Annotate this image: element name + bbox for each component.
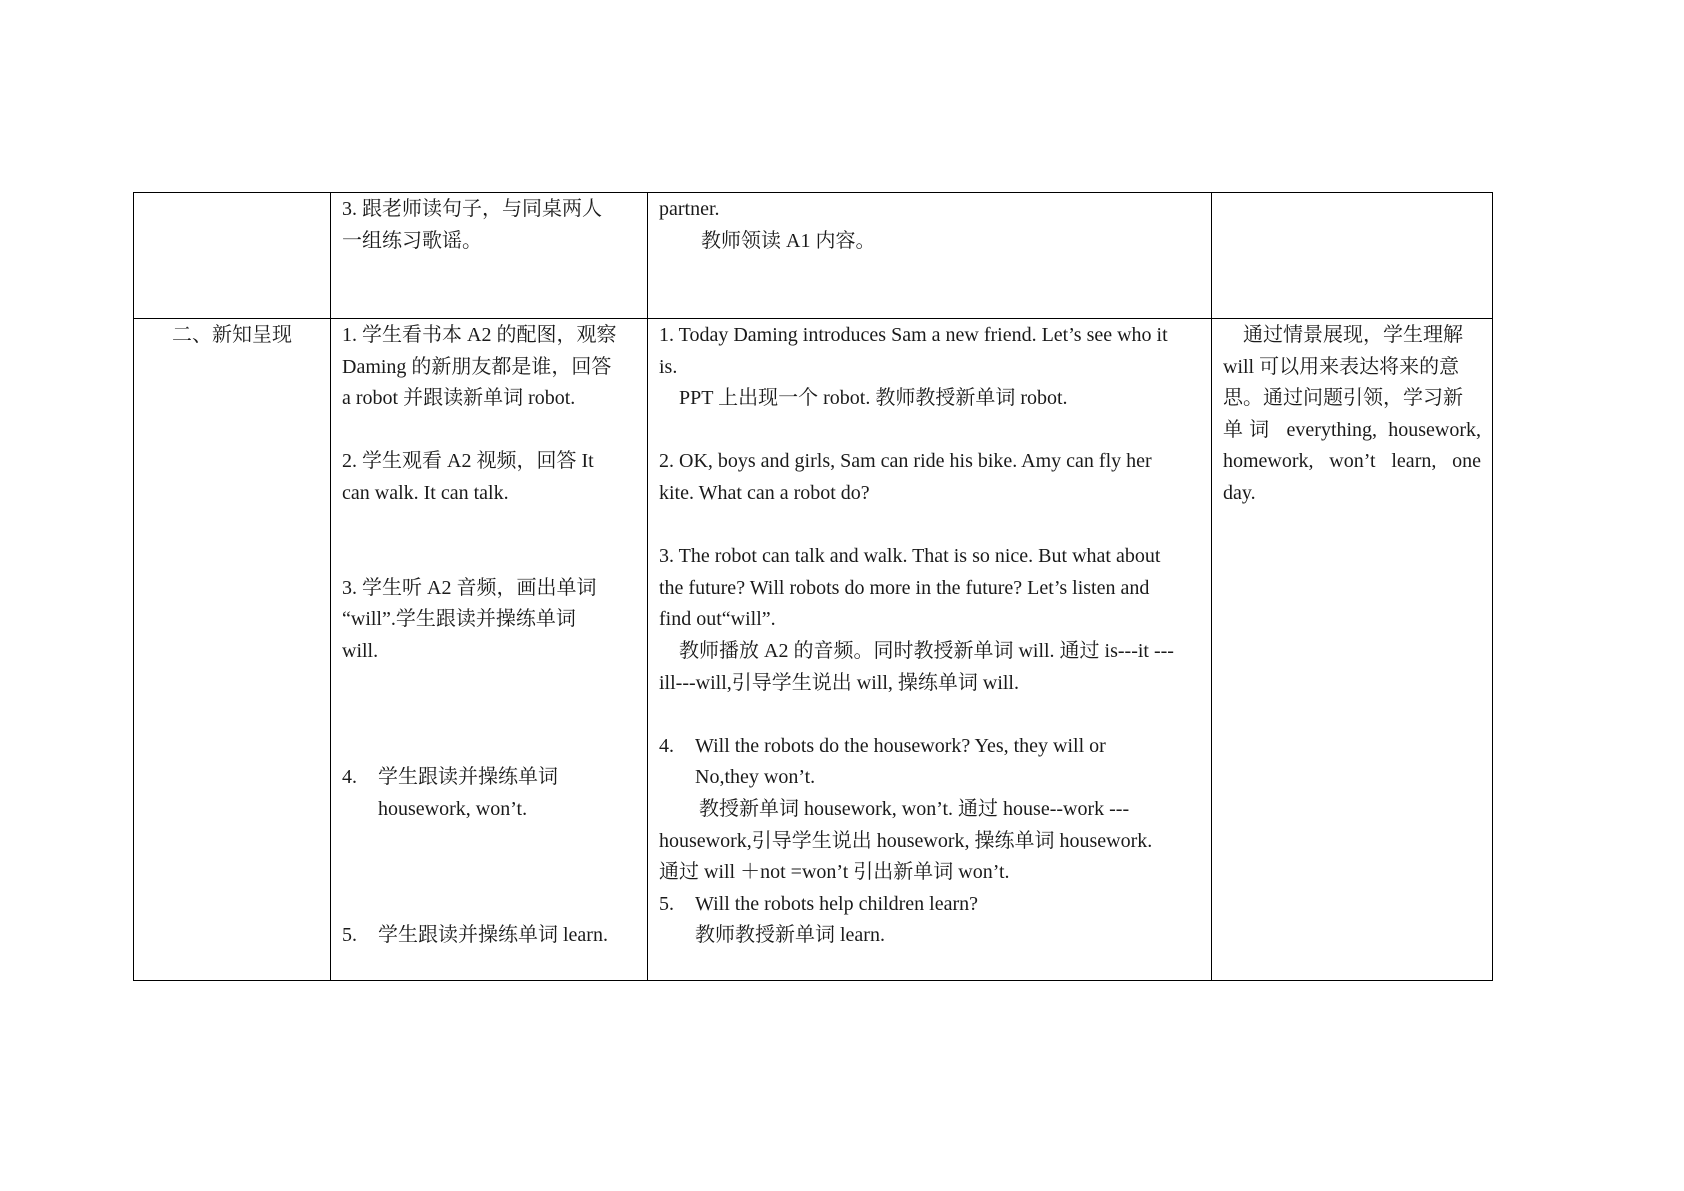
teacher-item-5-line: Will the robots help children learn? — [695, 892, 978, 915]
teacher-text-line: partner. — [659, 198, 720, 220]
teacher-item-4-note: 通过 will ＋not =won’t 引出新单词 won’t. — [659, 861, 1010, 884]
student-item-4-line: 学生跟读并操练单词 — [378, 766, 558, 789]
list-number: 4. — [659, 734, 674, 757]
purpose-line: 通过情景展现，学生理解 — [1243, 324, 1463, 346]
teacher-item-2-line: 2. OK, boys and girls, Sam can ride his bike. Amy can fly her — [659, 450, 1152, 473]
teacher-item-2-line: kite. What can a robot do? — [659, 481, 870, 504]
purpose-cell — [1212, 193, 1493, 319]
teacher-item-4 — [659, 731, 1200, 794]
student-text-line: 3. 跟老师读句子，与同桌两人 — [342, 198, 602, 220]
student-item-4-line: housework, won’t. — [378, 797, 528, 820]
table-row-continued — [134, 193, 1493, 319]
teacher-item-4-line: Will the robots do the housework? Yes, they will or — [695, 734, 1106, 757]
student-item-1-line: Daming 的新朋友都是谁，回答 — [342, 355, 612, 378]
student-item-2-line: 2. 学生观看 A2 视频，回答 It — [342, 450, 594, 473]
purpose-line: 单词 everything, housework, — [1223, 418, 1481, 441]
stage-label: 二、新知呈现 — [172, 324, 292, 346]
lesson-plan-table — [133, 192, 1493, 981]
student-item-5 — [342, 920, 636, 952]
teacher-item-3-note: 教师播放 A2 的音频。同时教授新单词 will. 通过 is---it --- — [679, 639, 1174, 662]
teacher-item-1-line: 1. Today Daming introduces Sam a new friend. Let’s see who it — [659, 324, 1168, 346]
teacher-item-1-line: is. — [659, 355, 678, 378]
purpose-line: 思。通过问题引领，学习新 — [1223, 387, 1463, 410]
teacher-item-3-line: 3. The robot can talk and walk. That is so nice. But what about — [659, 545, 1161, 568]
teacher-item-4-note: housework,引导学生说出 housework, 操练单词 housework. — [659, 829, 1153, 852]
student-item-2-line: can walk. It can talk. — [342, 481, 509, 504]
table-row-new-knowledge — [134, 319, 1493, 981]
purpose-line: day. — [1223, 481, 1256, 504]
teacher-item-4-note: 教授新单词 housework, won’t. 通过 house--work --- — [699, 797, 1130, 820]
stage-cell — [134, 193, 331, 319]
student-item-1-line: a robot 并跟读新单词 robot. — [342, 387, 576, 410]
teacher-item-4-line: No,they won’t. — [695, 766, 816, 789]
student-item-1-line: 1. 学生看书本 A2 的配图，观察 — [342, 324, 617, 346]
stage-cell — [134, 319, 331, 981]
purpose-line: homework, won’t learn, one — [1223, 450, 1481, 473]
teacher-item-3-note: ill---will,引导学生说出 will, 操练单词 will. — [659, 671, 1019, 694]
list-number: 5. — [342, 924, 357, 947]
student-item-3-line: will. — [342, 639, 379, 662]
teacher-item-3-line: find out“will”. — [659, 608, 776, 631]
student-activity-cell — [331, 193, 648, 319]
teacher-item-1-note: PPT 上出现一个 robot. 教师教授新单词 robot. — [679, 387, 1068, 410]
teacher-activity-cell — [648, 193, 1212, 319]
teacher-text-line: 教师领读 A1 内容。 — [701, 229, 876, 252]
student-text-line: 一组练习歌谣。 — [342, 229, 482, 252]
student-item-4 — [342, 762, 636, 825]
purpose-line: will 可以用来表达将来的意 — [1223, 355, 1460, 378]
student-item-3-line: 3. 学生听 A2 音频，画出单词 — [342, 576, 597, 599]
list-number: 4. — [342, 766, 357, 789]
teacher-item-5 — [659, 889, 1200, 921]
teacher-item-5-note: 教师教授新单词 learn. — [695, 924, 885, 947]
student-item-3-line: “will”.学生跟读并操练单词 — [342, 608, 576, 631]
teacher-activity-cell — [648, 319, 1212, 981]
student-activity-cell — [331, 319, 648, 981]
list-number: 5. — [659, 892, 674, 915]
teacher-item-3-line: the future? Will robots do more in the future? Let’s listen and — [659, 576, 1150, 599]
purpose-cell — [1212, 319, 1493, 981]
student-item-5-line: 学生跟读并操练单词 learn. — [378, 924, 608, 947]
